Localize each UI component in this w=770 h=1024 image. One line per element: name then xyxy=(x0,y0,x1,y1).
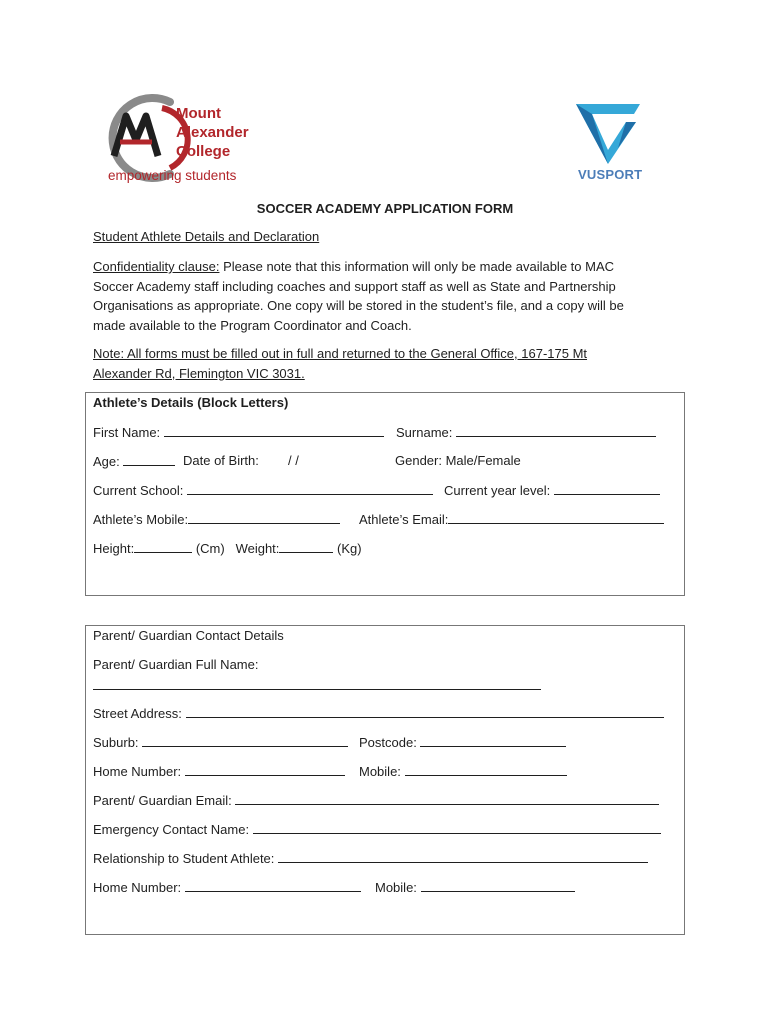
relationship-line[interactable] xyxy=(278,849,648,863)
confidentiality-clause xyxy=(93,257,693,335)
mobile-2-line[interactable] xyxy=(421,878,575,892)
suburb-line[interactable] xyxy=(142,733,348,747)
postcode-line[interactable] xyxy=(420,733,566,747)
college-name-line3: College xyxy=(176,143,231,160)
dob-label: Date of Birth: xyxy=(183,453,259,468)
college-name-line1: Mount xyxy=(176,105,221,122)
home-number-line[interactable] xyxy=(185,762,345,776)
mobile-line[interactable] xyxy=(405,762,567,776)
confidentiality-label: Confidentiality clause: xyxy=(93,259,220,274)
college-name-line2: Alexander xyxy=(176,124,249,141)
mobile-label: Mobile: xyxy=(359,764,401,779)
parent-full-name-label: Parent/ Guardian Full Name: xyxy=(93,657,259,672)
home-number-2-label: Home Number: xyxy=(93,880,182,895)
weight-unit: (Kg) xyxy=(337,541,362,556)
current-school-line[interactable] xyxy=(187,481,433,495)
parent-heading: Parent/ Guardian Contact Details xyxy=(93,628,284,643)
relationship-label: Relationship to Student Athlete: xyxy=(93,851,275,866)
home-number-label: Home Number: xyxy=(93,764,182,779)
note-line-2: Alexander Rd, Flemington VIC 3031. xyxy=(93,365,305,381)
weight-line[interactable] xyxy=(279,539,333,553)
home-number-2-field[interactable] xyxy=(93,878,361,897)
athlete-mobile-field[interactable] xyxy=(93,510,340,529)
submission-note xyxy=(93,344,693,383)
confidentiality-line-3: Organisations as appropriate. One copy will be stored in the student’s file, and a copy will be xyxy=(93,298,624,313)
college-name xyxy=(176,104,249,161)
surname-label: Surname: xyxy=(396,425,453,440)
form-title: SOCCER ACADEMY APPLICATION FORM xyxy=(256,201,514,216)
parent-full-name-line[interactable] xyxy=(93,689,541,690)
confidentiality-line-2: Soccer Academy staff including coaches and support staff as well as State and Partnership xyxy=(93,278,616,294)
confidentiality-line-1: Please note that this information will only be made available to MAC xyxy=(219,259,615,274)
suburb-label: Suburb: xyxy=(93,735,139,750)
parent-email-line[interactable] xyxy=(235,791,659,805)
vusport-wordmark: VUSPORT xyxy=(578,167,643,182)
vu-v-logo xyxy=(574,102,644,166)
first-name-line[interactable] xyxy=(164,423,384,437)
note-line-1: Note: All forms must be filled out in full and returned to the General Office, 167-175 Mt xyxy=(93,346,588,361)
street-address-line[interactable] xyxy=(186,704,664,718)
year-level-line[interactable] xyxy=(554,481,660,495)
height-line[interactable] xyxy=(134,539,192,553)
year-level-field[interactable] xyxy=(444,481,660,500)
athlete-mobile-label: Athlete’s Mobile: xyxy=(93,512,189,527)
parent-email-label: Parent/ Guardian Email: xyxy=(93,793,232,808)
dob-slashes[interactable]: / / xyxy=(288,453,299,468)
section-heading: Student Athlete Details and Declaration xyxy=(93,229,320,244)
parent-email-field[interactable] xyxy=(93,791,659,810)
age-line[interactable] xyxy=(123,452,175,466)
postcode-label: Postcode: xyxy=(359,735,417,750)
college-tagline: empowering students xyxy=(108,168,237,183)
emergency-contact-line[interactable] xyxy=(253,820,661,834)
emergency-contact-label: Emergency Contact Name: xyxy=(93,822,250,837)
height-weight-row xyxy=(93,539,362,558)
emergency-contact-field[interactable] xyxy=(93,820,661,839)
weight-label: Weight: xyxy=(235,541,280,556)
mobile-2-label: Mobile: xyxy=(375,880,417,895)
athlete-email-field[interactable] xyxy=(359,510,664,529)
height-label: Height: xyxy=(93,541,135,556)
first-name-field[interactable] xyxy=(93,423,384,442)
surname-field[interactable] xyxy=(396,423,656,442)
current-school-field[interactable] xyxy=(93,481,433,500)
athlete-mobile-line[interactable] xyxy=(188,510,340,524)
street-address-label: Street Address: xyxy=(93,706,182,721)
street-address-field[interactable] xyxy=(93,704,664,723)
athlete-email-label: Athlete’s Email: xyxy=(359,512,449,527)
mobile-field[interactable] xyxy=(359,762,567,781)
suburb-field[interactable] xyxy=(93,733,348,752)
age-field[interactable] xyxy=(93,452,175,471)
age-label: Age: xyxy=(93,454,120,469)
surname-line[interactable] xyxy=(456,423,656,437)
gender-field[interactable]: Gender: Male/Female xyxy=(395,453,521,468)
home-number-field[interactable] xyxy=(93,762,345,781)
athlete-heading: Athlete’s Details (Block Letters) xyxy=(93,395,289,410)
confidentiality-line-4: made available to the Program Coordinator and Coach. xyxy=(93,317,412,333)
height-unit: (Cm) xyxy=(195,541,225,556)
current-school-label: Current School: xyxy=(93,483,184,498)
relationship-field[interactable] xyxy=(93,849,648,868)
postcode-field[interactable] xyxy=(359,733,566,752)
mobile-2-field[interactable] xyxy=(375,878,575,897)
athlete-email-line[interactable] xyxy=(448,510,664,524)
first-name-label: First Name: xyxy=(93,425,161,440)
year-level-label: Current year level: xyxy=(444,483,551,498)
home-number-2-line[interactable] xyxy=(185,878,361,892)
